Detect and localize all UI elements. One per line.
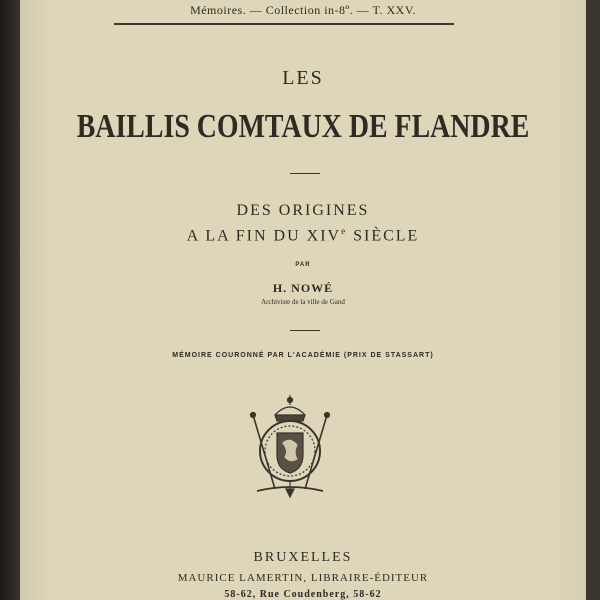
book-spine-shadow xyxy=(0,0,20,600)
belgian-coat-of-arms-icon xyxy=(245,393,335,503)
author-by: PAR xyxy=(295,262,311,268)
imprint-city: BRUXELLES xyxy=(253,550,353,565)
subtitle-line-2-prefix: A LA FIN DU XIV xyxy=(186,227,342,245)
author-divider xyxy=(290,330,320,331)
subtitle-line-2 xyxy=(20,226,586,245)
award-line: MÉMOIRE COURONNÉ PAR L'ACADÉMIE (PRIX DE STASSART) xyxy=(172,352,434,359)
author-affiliation: Archiviste de la ville de Gand xyxy=(261,298,345,306)
title-page xyxy=(20,0,586,600)
imprint-publisher: MAURICE LAMERTIN, LIBRAIRE-ÉDITEUR xyxy=(177,572,429,584)
background-edge xyxy=(586,0,600,600)
subtitle-line-1: DES ORIGINES xyxy=(236,202,370,219)
title-divider xyxy=(290,173,320,174)
author-name: H. NOWÉ xyxy=(272,281,334,295)
subtitle-line-2-suffix: SIÈCLE xyxy=(347,227,420,245)
header-rule xyxy=(114,23,454,25)
subtitle-superscript: e xyxy=(341,226,348,236)
series-line: Mémoires. — Collection in-8º. — T. XXV. xyxy=(190,3,416,17)
title-article: LES xyxy=(282,67,324,89)
main-title: BAILLIS COMTAUX DE FLANDRE xyxy=(76,108,530,145)
imprint-address: 58-62, Rue Coudenberg, 58-62 xyxy=(224,589,382,600)
